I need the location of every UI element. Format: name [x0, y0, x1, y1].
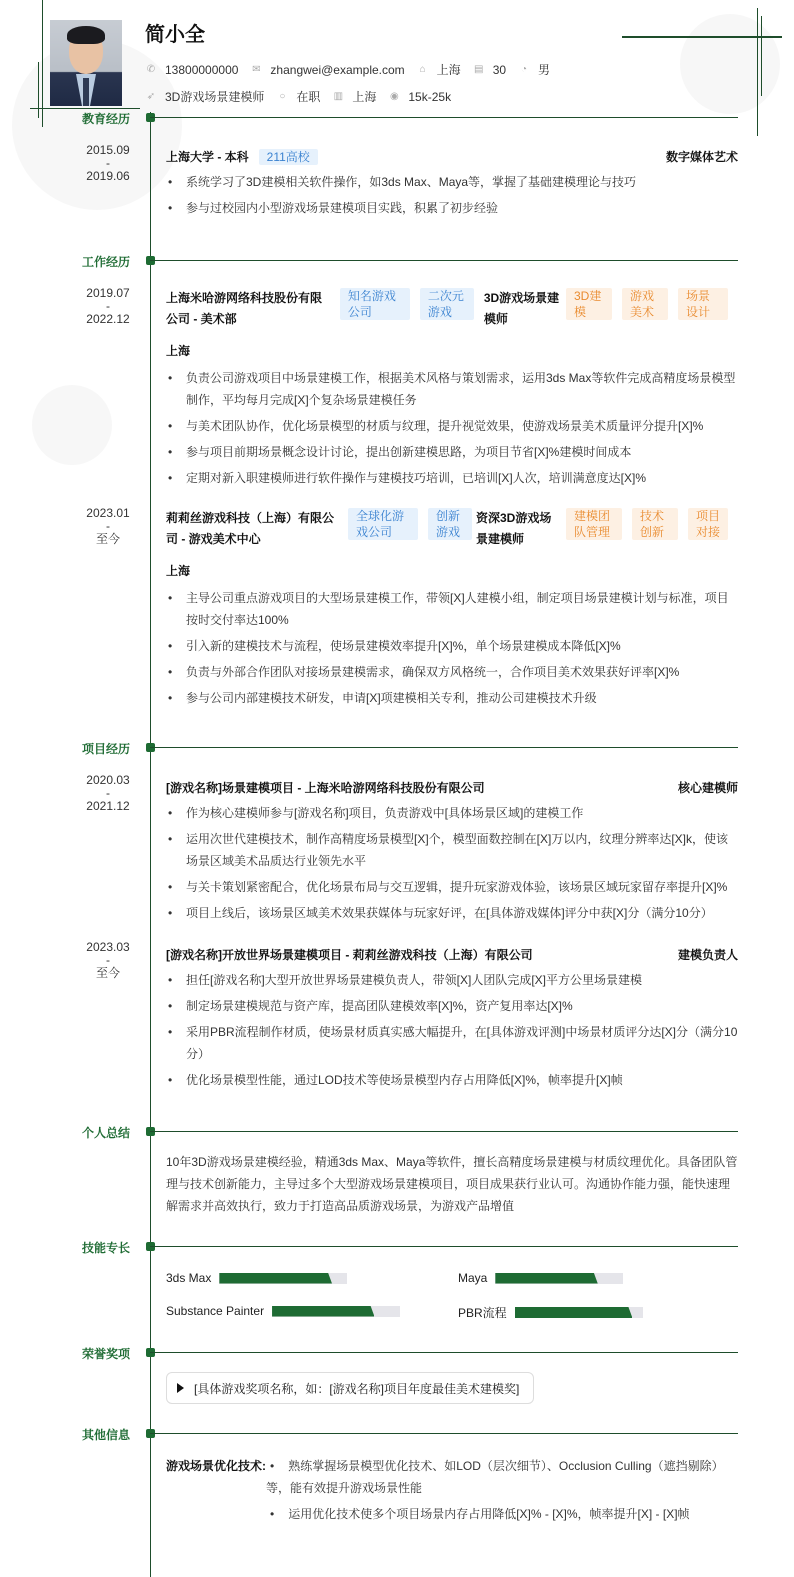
project-title: [游戏名称]场景建模项目 - 上海米哈游网络科技股份有限公司	[166, 781, 485, 795]
decor-circle	[680, 14, 780, 114]
summary-text: 10年3D游戏场景建模经验，精通3ds Max、Maya等软件，擅长高精度场景建模与材质纹理优化。具备团队管理与技术创新能力，主导过多个大型游戏场景建模项目，项目成果获行业认可。沟通协作能力强，能快速理解需求并高效执行，致力于打造高品质游戏场景，为游戏产品增值	[166, 1155, 738, 1213]
section-divider	[150, 1433, 738, 1434]
gender-icon: ◔	[521, 64, 528, 75]
section-divider	[150, 1131, 738, 1132]
section-title-projects: 项目经历	[81, 742, 130, 756]
work-location: 上海	[166, 564, 191, 578]
job-role: 3D游戏场景建模师	[483, 291, 560, 326]
role-tag: 建模团队管理	[566, 508, 622, 540]
list-item: • 负责公司游戏项目中场景建模工作，根据美术风格与策划需求，运用3ds Max等软件完成高精度场景模型制作，平均每月完成[X]个复杂场景建模任务	[166, 367, 738, 411]
list-item: • 引入新的建模技术与流程，使场景建模效率提升[X]%，单个场景建模成本降低[X]%	[166, 635, 738, 657]
list-item: • 作为核心建模师参与[游戏名称]项目，负责游戏中[具体场景区域]的建模工作	[166, 802, 738, 824]
company-tag: 全球化游戏公司	[348, 508, 418, 540]
skill-name: 3ds Max	[166, 1271, 212, 1285]
candidate-name: 简小全	[145, 24, 205, 46]
skill-item	[458, 1271, 623, 1285]
list-item: • 系统学习了3D建模相关软件操作，如3ds Max、Maya等，掌握了基础建模理论与技巧	[166, 171, 738, 193]
work-date: 2019.07 - 2022.12	[86, 286, 130, 326]
section-title-skills: 技能专长	[81, 1241, 130, 1255]
list-item: • 与美术团队协作，优化场景模型的材质与纹理，提升视觉效果，使游戏场景美术质量评分提升[X]%	[166, 415, 738, 437]
section-divider	[150, 1352, 738, 1353]
list-item: • 参与过校园内小型游戏场景建模项目实践，积累了初步经验	[166, 197, 738, 219]
project-date: 2023.03 - 至今	[86, 940, 130, 980]
list-item: • 运用优化技术使多个项目场景内存占用降低[X]% - [X]%，帧率提升[X] - [X]帧	[270, 1507, 690, 1521]
section-divider	[150, 117, 738, 118]
company-name: 上海米哈游网络科技股份有限公司 - 美术部	[166, 291, 323, 326]
phone-icon: ✆	[146, 64, 156, 75]
project-date: 2020.03 - 2021.12	[86, 773, 130, 813]
section-title-education: 教育经历	[81, 112, 130, 126]
decor-line	[38, 62, 39, 118]
project-role: 核心建模师	[677, 781, 738, 795]
role-tag: 技术创新	[632, 508, 678, 540]
decor-line	[757, 8, 758, 136]
skill-bar	[219, 1273, 347, 1284]
award-item[interactable]	[166, 1372, 534, 1404]
skill-item	[166, 1304, 400, 1318]
contact-row	[145, 61, 562, 78]
phone-value: 13800000000	[165, 62, 239, 77]
job-intent-row	[145, 88, 463, 105]
list-item: • 项目上线后，该场景区域美术效果获媒体与玩家好评，在[具体游戏媒体]评分中获[X]分（满分10分）	[166, 902, 738, 924]
intent-status: 在职	[296, 90, 321, 104]
section-title-summary: 个人总结	[81, 1126, 130, 1140]
timeline-line	[150, 112, 151, 1577]
list-item: • 采用PBR流程制作材质，使场景材质真实感大幅提升，在[具体游戏评测]中场景材质评分达[X]分（满分10分）	[166, 1021, 738, 1065]
decor-line	[622, 36, 782, 38]
list-item: • 参与公司内部建模技术研发，申请[X]项建模相关专利，推动公司建模技术升级	[166, 687, 738, 709]
intent-position: 3D游戏场景建模师	[165, 90, 265, 104]
gender-value: 男	[538, 63, 551, 77]
salary-icon: ◉	[390, 91, 399, 102]
triangle-right-icon	[177, 1383, 184, 1393]
intent-city: 上海	[352, 90, 377, 104]
skill-item	[458, 1304, 643, 1321]
building-icon: ▥	[333, 91, 344, 102]
avatar	[50, 20, 122, 106]
education-entry	[166, 148, 738, 223]
company-tag: 知名游戏公司	[340, 288, 410, 320]
school-name: 上海大学 - 本科	[166, 150, 249, 164]
education-date: 2015.09 - 2019.06	[86, 143, 130, 183]
award-text: [具体游戏奖项名称，如：[游戏名称]项目年度最佳美术建模奖]	[194, 1381, 520, 1396]
work-entry	[166, 288, 738, 493]
company-tag: 二次元游戏	[420, 288, 474, 320]
list-item: • 熟练掌握场景模型优化技术、如LOD（层次细节）、Occlusion Culling（遮挡剔除）等，能有效提升游戏场景性能	[266, 1459, 724, 1495]
skill-item	[166, 1271, 347, 1285]
project-role: 建模负责人	[677, 948, 738, 962]
section-title-work: 工作经历	[81, 255, 130, 269]
work-date: 2023.01 - 至今	[86, 506, 130, 546]
work-entry	[166, 508, 738, 713]
company-tag: 创新游戏	[428, 508, 472, 540]
age-value: 30	[492, 62, 507, 77]
role-tag: 项目对接	[688, 508, 728, 540]
list-item: • 制定场景建模规范与资产库，提高团队建模效率[X]%，资产复用率达[X]%	[166, 995, 738, 1017]
decor-circle	[32, 385, 112, 465]
status-icon: ○	[279, 91, 286, 102]
section-divider	[150, 1246, 738, 1247]
project-entry	[166, 946, 738, 1095]
skill-bar	[272, 1306, 400, 1317]
home-icon: ⌂	[419, 64, 426, 75]
other-info	[166, 1455, 726, 1529]
email-icon: ✉	[252, 64, 261, 75]
skill-name: PBR流程	[458, 1306, 507, 1320]
list-item: • 定期对新入职建模师进行软件操作与建模技巧培训，已培训[X]人次，培训满意度达[X]%	[166, 467, 738, 489]
project-entry	[166, 779, 738, 928]
list-item: • 与关卡策划紧密配合，优化场景布局与交互逻辑，提升玩家游戏体验，该场景区域玩家留存率提升[X]%	[166, 876, 738, 898]
send-icon: ➶	[146, 91, 156, 102]
skill-name: Substance Painter	[166, 1304, 265, 1318]
section-divider	[150, 747, 738, 748]
role-tag: 场景设计	[678, 288, 728, 320]
section-title-awards: 荣誉奖项	[81, 1347, 130, 1361]
work-location: 上海	[166, 344, 191, 358]
list-item: • 参与项目前期场景概念设计讨论，提出创新建模思路，为项目节省[X]%建模时间成本	[166, 441, 738, 463]
role-tag: 游戏美术	[622, 288, 668, 320]
job-role: 资深3D游戏场景建模师	[476, 511, 552, 546]
list-item: • 优化场景模型性能，通过LOD技术等使场景模型内存占用降低[X]%，帧率提升[X]帧	[166, 1069, 738, 1091]
list-item: • 担任[游戏名称]大型开放世界场景建模负责人，带领[X]人团队完成[X]平方公里场景建模	[166, 969, 738, 991]
email-value: zhangwei@example.com	[270, 62, 405, 77]
major: 数字媒体艺术	[665, 150, 738, 164]
company-name: 莉莉丝游戏科技（上海）有限公司 - 游戏美术中心	[166, 511, 335, 546]
other-label: 游戏场景优化技术:	[166, 1459, 266, 1473]
location-value: 上海	[436, 63, 461, 77]
project-title: [游戏名称]开放世界场景建模项目 - 莉莉丝游戏科技（上海）有限公司	[166, 948, 533, 962]
list-item: • 运用次世代建模技术，制作高精度场景模型[X]个，模型面数控制在[X]万以内，纹理分辨率达[X]k，使该场景区域美术品质达行业领先水平	[166, 828, 738, 872]
list-item: • 主导公司重点游戏项目的大型场景建模工作，带领[X]人建模小组，制定项目场景建模计划与标准，项目按时交付率达100%	[166, 587, 738, 631]
section-divider	[150, 260, 738, 261]
skill-bar	[515, 1307, 643, 1318]
skill-name: Maya	[458, 1271, 488, 1285]
section-title-other: 其他信息	[81, 1428, 130, 1442]
role-tag: 3D建模	[566, 288, 612, 320]
age-icon: ▤	[473, 64, 484, 75]
list-item: • 负责与外部合作团队对接场景建模需求，确保双方风格统一，合作项目美术效果获好评率[X]%	[166, 661, 738, 683]
intent-salary: 15k-25k	[408, 89, 452, 104]
decor-line	[761, 16, 762, 96]
skill-bar	[495, 1273, 623, 1284]
school-tag: 211高校	[259, 149, 318, 165]
decor-line	[30, 108, 140, 109]
